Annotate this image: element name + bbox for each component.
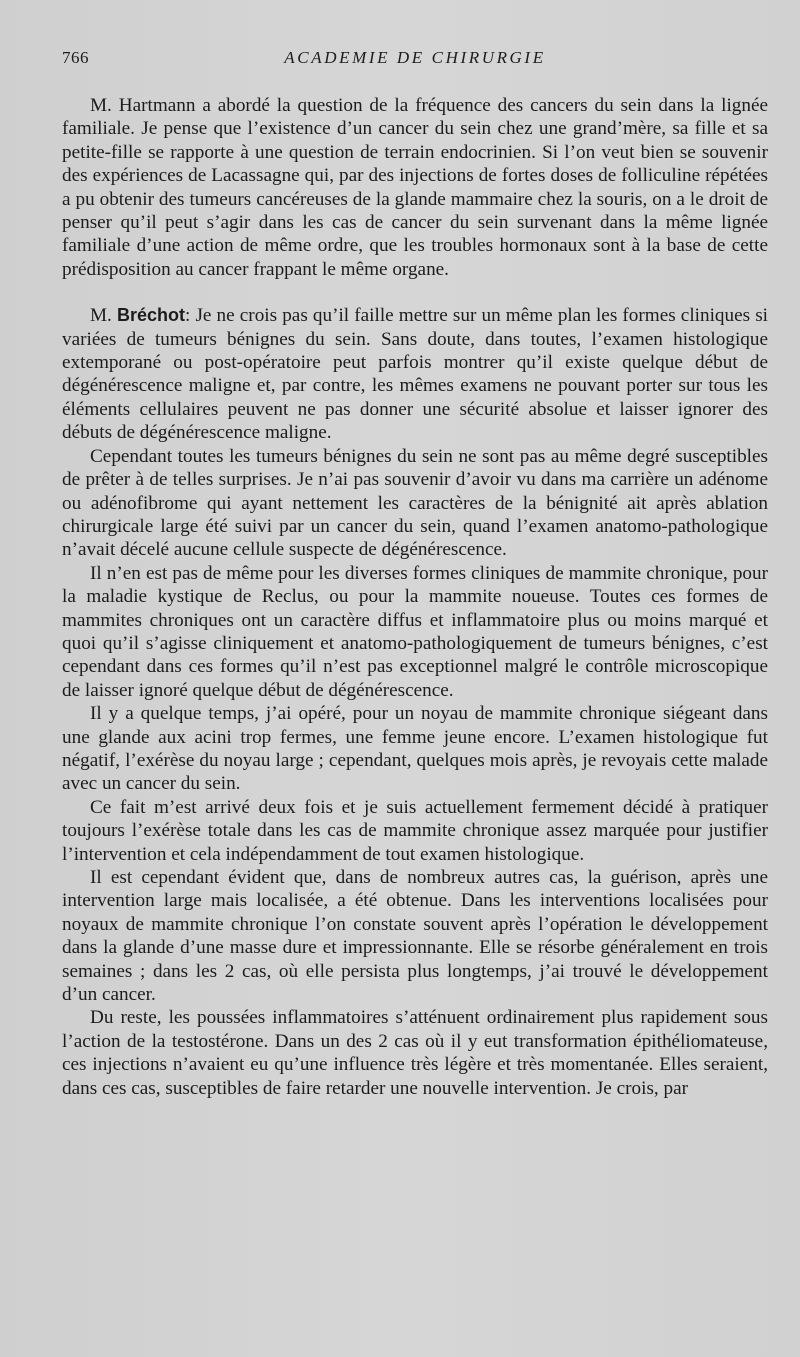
running-title: ACADEMIE DE CHIRURGIE — [284, 48, 546, 67]
paragraph-text: Cependant toutes les tumeurs bénignes du sein ne sont pas au même degré susceptibles de prêter à de telles surprises. Je n’ai pas souvenir d’avoir vu dans ma carrière un adénome ou adénofibrome qui ayant nettement les caractères de la bénignité ait après ablation chirurgicale large été suivi par un cancer du sein, quand l’examen anatomo-pathologique n’avait décelé aucune cellule suspecte de dégénérescence. — [62, 445, 768, 561]
paragraph-text: M. Hartmann a abordé la question de la fréquence des cancers du sein dans la lignée familiale. Je pense que l’existence d’un cancer du sein chez une grand’mère, sa fille et sa petite-fille se rapporte à une question de terrain endocrinien. Si l’on veut bien se souvenir des expériences de Lacassagne qui, par des injections de fortes doses de folliculine répétées a pu obtenir des tumeurs cancéreuses de la glande mammaire chez la souris, on a le droit de penser qu’il peut s’agir dans les cas de cancer du sein survenant dans la même lignée familiale d’une action de même ordre, que les troubles hormonaux sont à la base de cette prédisposition au cancer frappant le même organe. — [62, 95, 768, 280]
paragraph-text: Il y a quelque temps, j’ai opéré, pour un noyau de mammite chronique siégeant dans une glande aux acini trop fermes, une femme jeune encore. L’examen histologique fut négatif, l’exérèse du noyau large ; cependant, quelques mois après, je revoyais cette malade avec un cancer du sein. — [62, 703, 768, 795]
paragraph — [62, 445, 768, 562]
paragraph-text: Ce fait m’est arrivé deux fois et je suis actuellement fermement décidé à pratiquer toujours l’exérèse totale dans les cas de mammite chronique assez marquée pour justifier l’intervention et cela indépendamment de tout examen histologique. — [62, 796, 768, 865]
paragraph — [62, 702, 768, 796]
paragraph — [62, 1006, 768, 1100]
paragraph — [62, 866, 768, 1006]
body-text — [62, 94, 768, 1100]
speaker-prefix: M. — [90, 305, 117, 327]
page-number: 766 — [62, 48, 89, 67]
paragraph — [62, 796, 768, 866]
paragraph-text: : Je ne crois pas qu’il faille mettre sur un même plan les formes cliniques si variées de tumeurs bénignes du sein. Sans doute, dans toutes, l’examen histologique extemporané ou post-opératoire peut parfois montrer qu’il existe quelque début de dégénérescence maligne et, par contre, les mêmes examens ne pouvant porter sur tous les éléments cellulaires peuvent ne pas donner une sécurité absolue et laisser ignorer des débuts de dégénérescence maligne. — [62, 305, 768, 444]
paragraph-text: Il est cependant évident que, dans de nombreux autres cas, la guérison, après une intervention large mais localisée, a été obtenue. Dans les interventions localisées pour noyaux de mammite chronique l’on constate souvent après l’opération le développement dans la glande d’une masse dure et impressionnante. Elle se résorbe généralement en trois semaines ; dans les 2 cas, où elle persista plus longtemps, j’ai trouvé le développement d’un cancer. — [62, 867, 768, 1006]
speaker-name: Bréchot — [116, 305, 185, 326]
paragraph-text: Du reste, les poussées inflammatoires s’atténuent ordinairement plus rapidement sous l’action de la testostérone. Dans un des 2 cas où il y eut transformation épithéliomateuse, ces injections n’avaient eu qu’une influence très légère et très momentanée. Elles seraient, dans ces cas, susceptibles de faire retarder une nouvelle intervention. Je crois, par — [62, 1007, 768, 1099]
paragraph-text: Il n’en est pas de même pour les diverses formes cliniques de mammite chronique, pour la maladie kystique de Reclus, ou pour la mammite noueuse. Toutes ces formes de mammites chroniques ont un caractère diffus et inflammatoire plus ou moins marqué et quoi qu’il s’agisse cliniquement et anatomo-pathologiquement de tumeurs bénignes, c’est cependant dans ces formes qu’il n’est pas exceptionnel malgré le contrôle microscopique de laisser ignoré quelque début de dégénérescence. — [62, 562, 768, 701]
paragraph — [62, 304, 768, 444]
paragraph — [62, 94, 768, 281]
paragraph — [62, 562, 768, 702]
page-header — [62, 48, 768, 72]
